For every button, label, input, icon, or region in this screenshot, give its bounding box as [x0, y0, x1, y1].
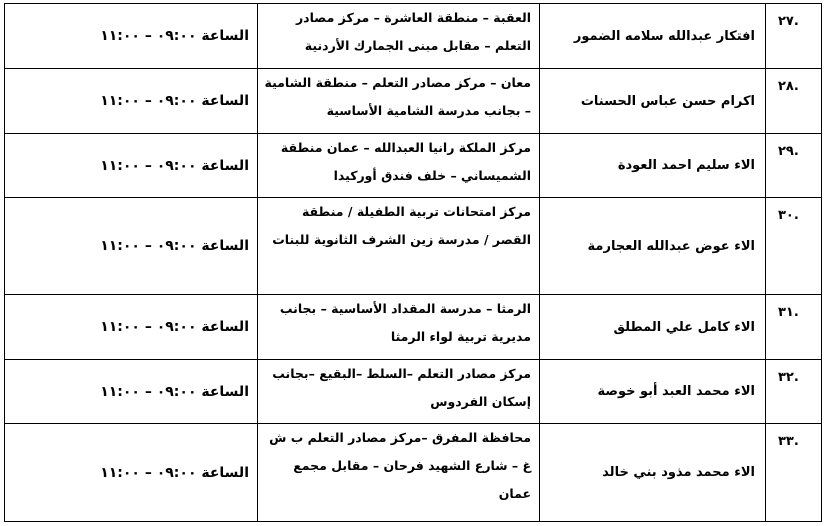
person-name: اكرام حسن عباس الحسنات [540, 69, 766, 134]
person-name: الاء محمد مذود بني خالد [540, 424, 766, 522]
exam-time: الساعة ٠٩:٠٠ – ١١:٠٠ [5, 360, 258, 424]
exam-time: الساعة ٠٩:٠٠ – ١١:٠٠ [5, 134, 258, 198]
exam-location: مركز امتحانات تربية الطفيلة / منطقة القصر / مدرسة زين الشرف الثانوية للبنات [258, 198, 540, 295]
table-row [5, 360, 822, 424]
person-name: الاء كامل علي المطلق [540, 295, 766, 360]
exam-location: مركز مصادر التعلم –السلط –البقيع –بجانب إسكان الفردوس [258, 360, 540, 424]
row-number: ٣٣. [766, 424, 822, 522]
person-name: الاء محمد العبد أبو خوصة [540, 360, 766, 424]
exam-location: العقبة – منطقة العاشرة – مركز مصادر التعلم – مقابل مبنى الجمارك الأردنية [258, 4, 540, 69]
table-row [5, 198, 822, 295]
row-number: ٢٧. [766, 4, 822, 69]
row-number: ٣٠. [766, 198, 822, 295]
table-row [5, 424, 822, 522]
exam-time: الساعة ٠٩:٠٠ – ١١:٠٠ [5, 295, 258, 360]
person-name: الاء عوض عبدالله العجارمة [540, 198, 766, 295]
table-row [5, 295, 822, 360]
table-row [5, 4, 822, 69]
exam-time: الساعة ٠٩:٠٠ – ١١:٠٠ [5, 198, 258, 295]
row-number: ٢٩. [766, 134, 822, 198]
schedule-document [4, 3, 821, 521]
exam-time: الساعة ٠٩:٠٠ – ١١:٠٠ [5, 4, 258, 69]
exam-time: الساعة ٠٩:٠٠ – ١١:٠٠ [5, 69, 258, 134]
schedule-table [4, 3, 822, 522]
person-name: الاء سليم احمد العودة [540, 134, 766, 198]
exam-location: محافظة المفرق –مركز مصادر التعلم ب ش غ – شارع الشهيد فرحان – مقابل مجمع عمان [258, 424, 540, 522]
row-number: ٣٢. [766, 360, 822, 424]
exam-location: مركز الملكة رانيا العبدالله – عمان منطقة الشميساني – خلف فندق أوركيدا [258, 134, 540, 198]
person-name: افتكار عبدالله سلامه الضمور [540, 4, 766, 69]
exam-location: الرمثا – مدرسة المقداد الأساسية – بجانب مديرية تربية لواء الرمثا [258, 295, 540, 360]
exam-location: معان – مركز مصادر التعلم – منطقة الشامية – بجانب مدرسة الشامية الأساسية [258, 69, 540, 134]
table-row [5, 134, 822, 198]
row-number: ٣١. [766, 295, 822, 360]
exam-time: الساعة ٠٩:٠٠ – ١١:٠٠ [5, 424, 258, 522]
table-row [5, 69, 822, 134]
row-number: ٢٨. [766, 69, 822, 134]
